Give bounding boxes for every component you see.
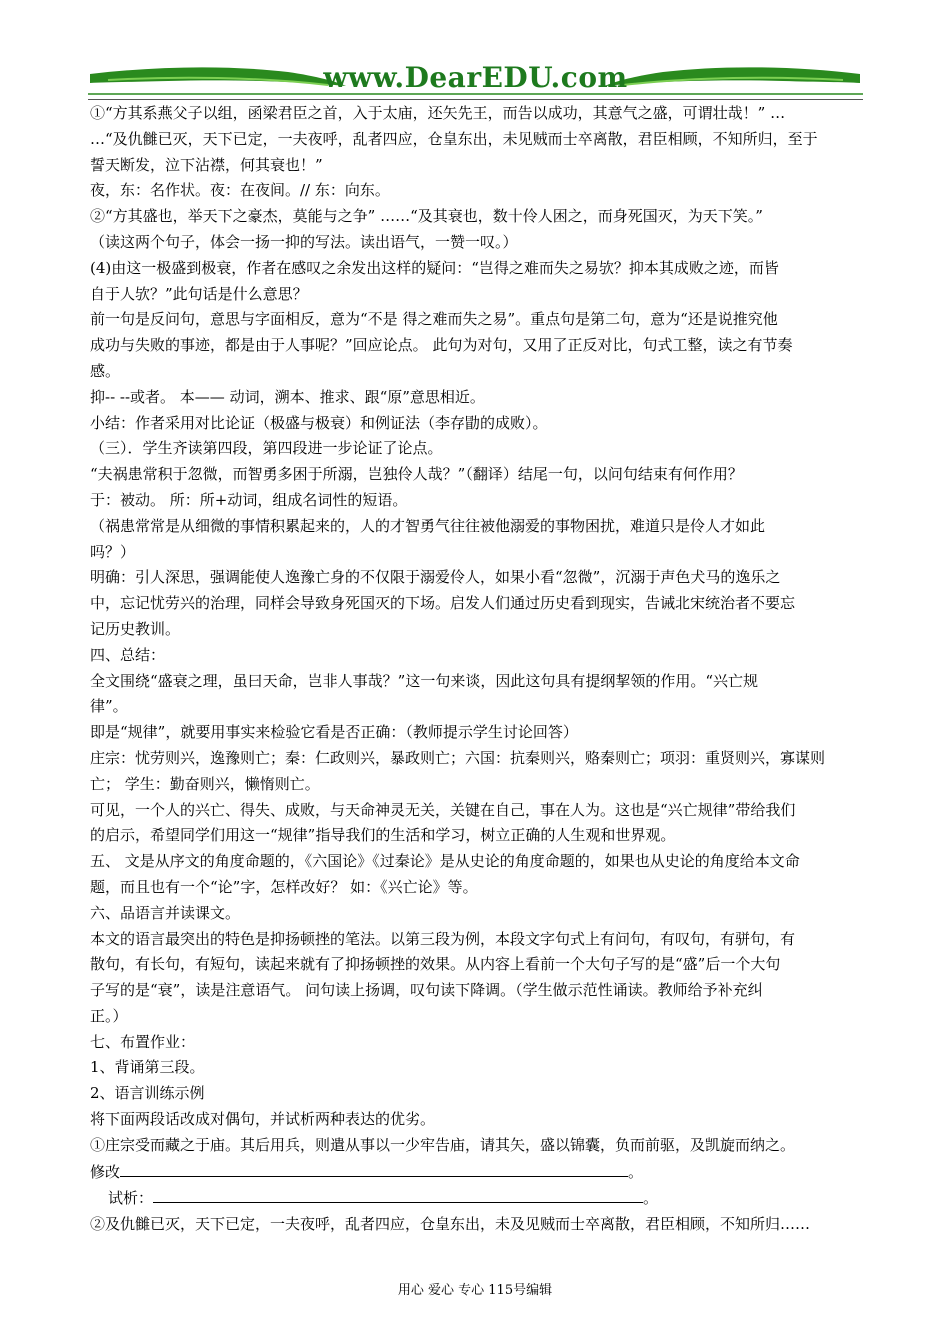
text-line: 正。） (90, 1006, 128, 1025)
analyze-label: 试析： (108, 1189, 154, 1208)
text-line: 可见，一个人的兴亡、得失、成败，与天命神灵无关，关键在自己，事在人为。这也是“兴亡规律”带给我们 (90, 800, 796, 819)
text-line: 律”。 (90, 697, 128, 716)
text-line: 1、背诵第三段。 (90, 1058, 205, 1077)
text-line: 庄宗：忧劳则兴，逸豫则亡；秦：仁政则兴，暴政则亡；六国：抗秦则兴，赂秦则亡；项羽：重贤则兴，寡谋则 (90, 748, 826, 767)
analyze-line (90, 1185, 862, 1212)
text-line: (4)由这一极盛到极衰，作者在感叹之余发出这样的疑问：“岂得之难而失之易欤？抑本其成败之迹，而皆 (90, 258, 779, 277)
text-line: 子写的是“衰”，读是注意语气。 问句读上扬调，叹句读下降调。（学生做示范性诵读。教师给予补充纠 (90, 981, 763, 1000)
text-line: 成功与失败的事迹，都是由于人事呢？”回应论点。 此句为对句，又用了正反对比，句式工整，读之有节奏 (90, 336, 793, 355)
text-line: 六、品语言并读课文。 (90, 903, 241, 922)
text-line: ①“方其系燕父子以组，函梁君臣之首，入于太庙，还矢先王，而告以成功，其意气之盛，可谓壮哉！” … (90, 104, 786, 122)
analyze-end: 。 (643, 1189, 659, 1208)
text-line: ②及仇雠已灭，天下已定，一夫夜呼，乱者四应，仓皇东出，未及见贼而士卒离散，君臣相顾，不知所归…… (90, 1215, 811, 1234)
revise-blank[interactable] (120, 1159, 628, 1177)
document-body (90, 101, 862, 1238)
text-line: 散句，有长句，有短句，读起来就有了抑扬顿挫的效果。从内容上看前一个大句子写的是“盛”后一个大句 (90, 955, 781, 974)
text-line: 于：被动。 所：所+动词，组成名词性的短语。 (90, 490, 408, 509)
site-header (88, 58, 863, 100)
text-line: 夜，东：名作状。夜：在夜间。// 东：向东。 (90, 181, 390, 200)
revise-end: 。 (628, 1162, 644, 1181)
text-line: 七、布置作业： (90, 1032, 196, 1051)
revise-label: 修改 (90, 1162, 121, 1181)
text-line: 本文的语言最突出的特色是抑扬顿挫的笔法。以第三段为例，本段文字句式上有问句，有叹句，有骈句，有 (90, 929, 796, 948)
text-line: 即是“规律”，就要用事实来检验它看是否正确：（教师提示学生讨论回答） (90, 723, 578, 742)
analyze-blank[interactable] (153, 1185, 643, 1203)
text-line: 五、 文是从序文的角度命题的，《六国论》《过秦论》是从史论的角度命题的，如果也从史论的角度给本文命 (90, 852, 800, 871)
text-line: ①庄宗受而藏之于庙。其后用兵，则遣从事以一少牢告庙，请其矢，盛以锦囊，负而前驱，及凯旋而纳之。 (90, 1135, 796, 1154)
revise-line (90, 1159, 862, 1186)
text-line: ②“方其盛也，举天下之豪杰，莫能与之争” ……“及其衰也，数十伶人困之，而身死国灭，为天下笑。” (90, 207, 763, 226)
text-line: 的启示，希望同学们用这一“规律”指导我们的生活和学习，树立正确的人生观和世界观。 (90, 826, 676, 845)
text-line: …“及仇雠已灭，天下已定，一夫夜呼，乱者四应，仓皇东出，未见贼而士卒离散，君臣相顾，不知所归，至于 (90, 129, 818, 148)
text-line: （祸患常常是从细微的事情积累起来的，人的才智勇气往往被他溺爱的事物困扰，难道只是伶人才如此 (90, 516, 766, 535)
text-line: 感。 (90, 361, 121, 380)
text-line: 将下面两段话改成对偶句，并试析两种表达的优劣。 (90, 1110, 436, 1129)
text-line: 2、语言训练示例 (90, 1084, 205, 1103)
text-line: 明确：引人深思，强调能使人逸豫亡身的不仅限于溺爱伶人，如果小看“忽微”，沉溺于声色犬马的逸乐之 (90, 568, 781, 587)
text-line: 自于人欤？”此句话是什么意思？ (90, 284, 308, 303)
text-line: 全文围绕“盛衰之理，虽曰天命，岂非人事哉？”这一句来谈，因此这句具有提纲挈领的作用。“兴亡规 (90, 671, 759, 690)
text-line: 抑-- --或者。 本—— 动词，溯本、推求、跟“原”意思相近。 (90, 387, 485, 406)
text-line: 小结：作者采用对比论证（极盛与极衰）和例证法（李存勖的成败）。 (90, 413, 548, 432)
text-line: 四、总结： (90, 645, 166, 664)
page-footer: 用心 爱心 专心 115号编辑 (397, 1283, 553, 1298)
text-line: （三）．学生齐读第四段，第四段进一步论证了论点。 (90, 439, 443, 458)
header-divider (88, 99, 863, 100)
text-line: 中，忘记忧劳兴的治理，同样会导致身死国灭的下场。启发人们通过历史看到现实，告诫北宋统治者不要忘 (90, 594, 796, 613)
text-line: 记历史教训。 (90, 619, 181, 638)
text-line: 题，而且也有一个“论”字，怎样改好？ 如：《兴亡论》等。 (90, 877, 478, 896)
text-line: “夫祸患常积于忽微，而智勇多困于所溺，岂独伶人哉？”（翻译）结尾一句，以问句结束有何作用？ (90, 465, 743, 484)
text-line: （读这两个句子，体会一扬一抑的写法。读出语气，一赞一叹。） (90, 232, 518, 251)
text-line: 亡； 学生：勤奋则兴，懒惰则亡。 (90, 774, 320, 793)
site-logo[interactable]: www.DearEDU.com (323, 61, 628, 94)
text-line: 吗？） (90, 542, 136, 561)
text-line: 前一句是反问句，意思与字面相反，意为“不是 得之难而失之易”。重点句是第二句，意为“还是说推究他 (90, 310, 778, 329)
text-line: 誓天断发，泣下沾襟，何其衰也！” (90, 155, 323, 174)
